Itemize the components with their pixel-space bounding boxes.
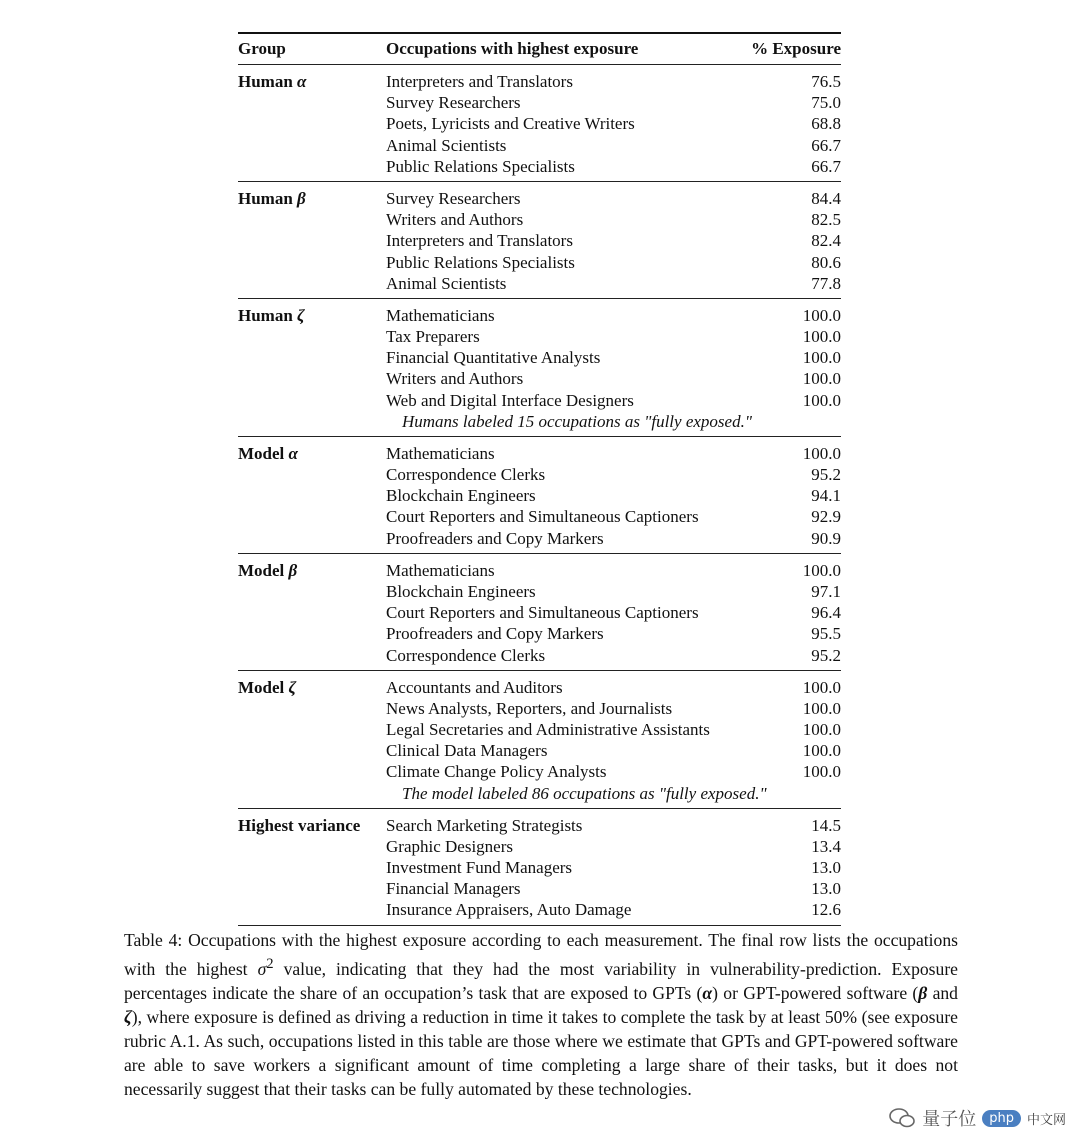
occupation-cell: Clinical Data Managers <box>386 741 548 761</box>
table-row <box>386 156 841 177</box>
exposure-cell: 76.5 <box>811 72 841 91</box>
exposure-cell: 13.0 <box>811 879 841 899</box>
exposure-cell: 100.0 <box>802 677 841 697</box>
exposure-cell: 100.0 <box>802 720 841 740</box>
table-row <box>386 464 841 485</box>
exposure-cell: 95.2 <box>811 645 841 665</box>
occupation-cell: Web and Digital Interface Designers <box>386 390 634 410</box>
occupation-cell: Writers and Authors <box>386 369 524 389</box>
occupation-cell: Survey Researchers <box>386 93 521 113</box>
table-row <box>386 857 841 878</box>
group-symbol: α <box>288 443 298 463</box>
table-group <box>238 437 841 553</box>
table-group <box>238 554 841 670</box>
exposure-cell: 100.0 <box>802 741 841 761</box>
header-occupations: Occupations with highest exposure <box>386 39 639 58</box>
group-name <box>238 677 386 804</box>
table-bottom-rule <box>238 925 841 926</box>
table-row <box>386 645 841 666</box>
exposure-cell: 100.0 <box>802 390 841 410</box>
caption-beta: β <box>918 983 928 1004</box>
table-row <box>386 698 841 719</box>
table-row <box>386 71 841 92</box>
table-group <box>238 809 841 925</box>
group-note: The model labeled 86 occupations as "fully exposed." <box>402 783 767 803</box>
group-name <box>238 443 386 549</box>
table-row <box>386 623 841 644</box>
exposure-cell: 94.1 <box>811 486 841 506</box>
exposure-cell: 80.6 <box>811 252 841 272</box>
occupation-cell: Blockchain Engineers <box>386 486 536 506</box>
table-row <box>386 188 841 209</box>
table-row <box>386 485 841 506</box>
exposure-cell: 13.0 <box>811 858 841 877</box>
group-label: Model <box>238 443 285 463</box>
occupation-cell: Mathematicians <box>386 560 495 580</box>
caption-text-4: ), where exposure is defined as driving a reduction in time it takes to complete the task by at least 50% (see exposure rubric A.1. As such, occupations listed in this table are those where we estimate that GPTs and GPT-powered software are able to save workers a significant amount of time completing a large share of their tasks, but it does not necessarily suggest that their tasks can be fully automated by these technologies. <box>124 1007 958 1100</box>
group-name <box>238 71 386 177</box>
group-label: Model <box>238 560 285 580</box>
occupation-cell: Tax Preparers <box>386 327 480 347</box>
exposure-cell: 66.7 <box>811 135 841 155</box>
occupation-cell: Animal Scientists <box>386 135 507 155</box>
table-row <box>386 899 841 920</box>
occupation-cell: Proofreaders and Copy Markers <box>386 528 604 548</box>
table-row <box>386 347 841 368</box>
table-row <box>386 506 841 527</box>
group-rows <box>386 815 841 921</box>
table-row <box>386 390 841 411</box>
caption-sigma: σ <box>257 958 267 979</box>
group-rows <box>386 443 841 549</box>
table-row <box>386 443 841 464</box>
occupation-cell: News Analysts, Reporters, and Journalists <box>386 698 673 718</box>
occupation-cell: Investment Fund Managers <box>386 858 573 877</box>
exposure-cell: 68.8 <box>811 114 841 134</box>
group-symbol: ζ <box>297 305 305 325</box>
group-rows <box>386 560 841 666</box>
table-row <box>386 528 841 549</box>
group-name <box>238 188 386 294</box>
watermark <box>888 1105 1066 1131</box>
exposure-cell: 12.6 <box>811 900 841 920</box>
group-label: Human <box>238 305 293 325</box>
occupation-cell: Legal Secretaries and Administrative Assistants <box>386 720 710 740</box>
group-name <box>238 815 386 921</box>
group-label: Model <box>238 677 285 697</box>
occupation-cell: Public Relations Specialists <box>386 156 575 176</box>
group-label: Highest variance <box>238 815 361 835</box>
table-row <box>386 326 841 347</box>
exposure-cell: 100.0 <box>802 305 841 325</box>
caption-text-2: value, indicating that they had the most variability in vulnerability-prediction. Exposure percentages indicate the share of an occupation’s task that are exposed to GPTs ( <box>124 958 958 1004</box>
occupation-cell: Public Relations Specialists <box>386 252 575 272</box>
occupation-cell: Mathematicians <box>386 305 495 325</box>
group-symbol: β <box>297 188 306 208</box>
exposure-cell: 96.4 <box>811 603 841 623</box>
occupation-cell: Court Reporters and Simultaneous Captioners <box>386 603 699 623</box>
exposure-cell: 95.5 <box>811 624 841 644</box>
exposure-cell: 92.9 <box>811 507 841 527</box>
table-group <box>238 182 841 298</box>
occupation-cell: Mathematicians <box>386 443 495 463</box>
watermark-php: php <box>982 1110 1021 1127</box>
exposure-cell: 84.4 <box>811 188 841 208</box>
group-symbol: ζ <box>288 677 297 697</box>
exposure-cell: 100.0 <box>802 327 841 347</box>
wechat-icon <box>888 1107 916 1129</box>
exposure-cell: 100.0 <box>802 348 841 368</box>
group-symbol: α <box>297 72 307 91</box>
exposure-cell: 97.1 <box>811 581 841 601</box>
group-name <box>238 305 386 432</box>
table-header <box>238 34 841 64</box>
occupation-cell: Correspondence Clerks <box>386 465 546 484</box>
exposure-cell: 75.0 <box>811 93 841 113</box>
exposure-cell: 82.4 <box>811 231 841 251</box>
exposure-table <box>238 32 841 926</box>
exposure-cell: 13.4 <box>811 836 841 856</box>
caption-zeta: ζ <box>124 1007 132 1028</box>
exposure-cell: 14.5 <box>811 815 841 835</box>
group-rows <box>386 305 841 432</box>
table-group <box>238 65 841 181</box>
occupation-cell: Financial Managers <box>386 879 521 899</box>
occupation-cell: Interpreters and Translators <box>386 72 573 91</box>
group-note: Humans labeled 15 occupations as "fully exposed." <box>402 411 752 431</box>
caption-text-1: Table 4: Occupations with the highest exposure according to each measurement. The final row lists the occupations with the highest <box>124 930 958 979</box>
exposure-cell: 90.9 <box>811 528 841 548</box>
exposure-cell: 100.0 <box>802 560 841 580</box>
occupation-cell: Search Marketing Strategists <box>386 815 583 835</box>
table-row <box>386 677 841 698</box>
occupation-cell: Proofreaders and Copy Markers <box>386 624 604 644</box>
group-rows <box>386 188 841 294</box>
occupation-cell: Court Reporters and Simultaneous Captioners <box>386 507 699 527</box>
caption-and: and <box>927 983 958 1004</box>
occupation-cell: Poets, Lyricists and Creative Writers <box>386 114 635 134</box>
occupation-cell: Climate Change Policy Analysts <box>386 762 607 782</box>
occupation-cell: Financial Quantitative Analysts <box>386 348 601 368</box>
exposure-cell: 100.0 <box>802 762 841 782</box>
table-caption <box>124 928 958 1102</box>
table-row <box>386 740 841 761</box>
exposure-cell: 100.0 <box>802 369 841 389</box>
watermark-brand: 量子位 <box>922 1109 977 1130</box>
table-group <box>238 299 841 436</box>
table-row <box>386 113 841 134</box>
occupation-cell: Writers and Authors <box>386 210 524 230</box>
table-row <box>386 368 841 389</box>
table-group <box>238 671 841 808</box>
exposure-cell: 95.2 <box>811 465 841 484</box>
group-rows <box>386 677 841 804</box>
table-row <box>386 252 841 273</box>
exposure-cell: 82.5 <box>811 210 841 230</box>
table-row <box>386 560 841 581</box>
exposure-cell: 100.0 <box>802 443 841 463</box>
table-body <box>238 64 841 925</box>
table-row <box>386 719 841 740</box>
table-row <box>386 230 841 251</box>
occupation-cell: Animal Scientists <box>386 273 507 293</box>
table-row <box>386 273 841 294</box>
occupation-cell: Correspondence Clerks <box>386 645 546 665</box>
occupation-cell: Survey Researchers <box>386 188 521 208</box>
group-symbol: β <box>288 560 298 580</box>
occupation-cell: Interpreters and Translators <box>386 231 573 251</box>
exposure-cell: 66.7 <box>811 156 841 176</box>
table-row <box>386 209 841 230</box>
caption-sigma-exponent: 2 <box>266 956 274 973</box>
group-label: Human <box>238 72 293 91</box>
table-row <box>386 305 841 326</box>
table-row <box>386 92 841 113</box>
table-row <box>386 135 841 156</box>
exposure-cell: 100.0 <box>802 698 841 718</box>
occupation-cell: Blockchain Engineers <box>386 581 536 601</box>
group-label: Human <box>238 188 293 208</box>
caption-alpha: α <box>702 983 713 1004</box>
header-group: Group <box>238 39 286 58</box>
watermark-cn: 中文网 <box>1026 1112 1066 1128</box>
table-row <box>386 836 841 857</box>
caption-text-3: ) or GPT-powered software ( <box>712 983 919 1004</box>
occupation-cell: Accountants and Auditors <box>386 677 563 697</box>
table-row <box>386 815 841 836</box>
table-row <box>386 761 841 782</box>
group-rows <box>386 71 841 177</box>
occupation-cell: Graphic Designers <box>386 836 513 856</box>
table-row <box>386 878 841 899</box>
table-row <box>386 602 841 623</box>
table-row <box>386 581 841 602</box>
exposure-cell: 77.8 <box>811 273 841 293</box>
group-name <box>238 560 386 666</box>
header-exposure: % Exposure <box>751 39 841 58</box>
occupation-cell: Insurance Appraisers, Auto Damage <box>386 900 632 920</box>
